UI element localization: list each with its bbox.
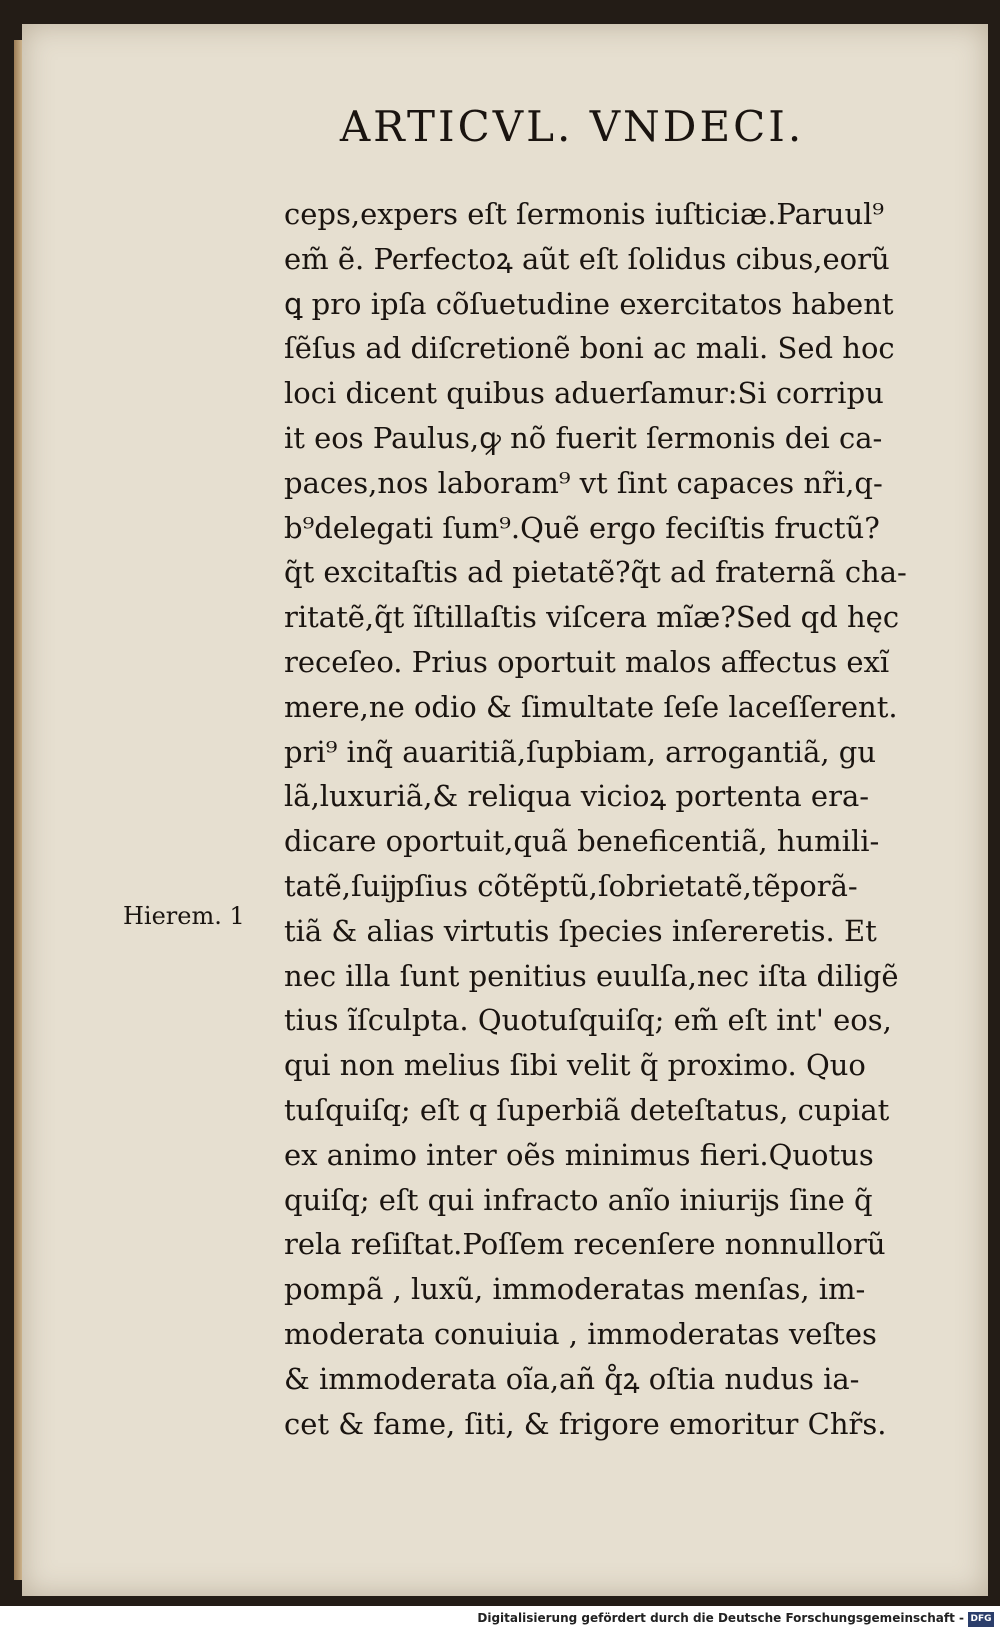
footer-bar	[0, 1606, 1000, 1633]
text-line: lã,luxuriã,& reliqua vicioꝝ portenta era-	[284, 779, 870, 814]
text-line: b⁹delegati ſum⁹.Quẽ ergo feciſtis fructũ?	[284, 510, 880, 545]
text-line: loci dicent quibus aduerſamur:Si corripu	[284, 376, 884, 411]
text-line: ceps,expers eſt ſermonis iuſticiæ.Paruul⁹	[284, 197, 885, 231]
text-line: paces,nos laboram⁹ vt ſint capaces nr̃i,q-	[284, 465, 883, 500]
text-line: mere,ne odio & ſimultate ſeſe laceſſerent.	[284, 689, 898, 724]
text-line: quiſq; eſt qui infracto anĩo iniurĳs ſine q̃	[284, 1182, 873, 1217]
dfg-logo: DFG	[968, 1612, 994, 1627]
text-line: moderata conuiuia , immoderatas veſtes	[284, 1316, 877, 1351]
text-line: qui non melius ſibi velit q̃ proximo. Quo	[284, 1048, 866, 1083]
text-line: cet & fame, ſiti, & frigore emoritur Chr̃s.	[284, 1406, 887, 1441]
text-line: it eos Paulus,ꝙ nõ fuerit ſermonis dei ca-	[284, 420, 883, 455]
text-line: ꝗ pro ipſa cõſuetudine exercitatos habent	[284, 286, 894, 321]
text-line: ſẽſus ad diſcretionẽ boni ac mali. Sed hoc	[284, 331, 895, 366]
text-line: ritatẽ,q̃t ĩſtillaſtis viſcera mĩæ?Sed qd hęc	[284, 600, 900, 635]
text-line: receſeo. Prius oportuit malos affectus exĩ	[284, 644, 890, 679]
text-line: tius ĩſculpta. Quotuſquiſq; em̃ eſt int' eos,	[284, 1003, 892, 1038]
text-line: dicare oportuit,quã beneficentiã, humili-	[284, 824, 880, 859]
marginal-note: Hierem. 1	[123, 902, 245, 930]
text-line: em̃ ẽ. Perfectoꝝ aũt eſt ſolidus cibus,eorũ	[284, 241, 890, 276]
text-line: ex animo inter oẽs minimus fieri.Quotus	[284, 1137, 874, 1172]
text-line: pompã , luxũ, immoderatas menſas, im-	[284, 1272, 866, 1307]
text-block	[284, 192, 964, 1446]
text-line: tuſquiſq; eſt q ſuperbiã deteſtatus, cupiat	[284, 1092, 890, 1127]
credit-text: Digitalisierung gefördert durch die Deutsche Forschungsgemeinschaft -	[477, 1611, 964, 1625]
text-line: pri⁹ inq̃ auaritiã,ſupbiam, arrogantiã, gu	[284, 734, 877, 769]
text-line: nec illa ſunt penitius euulſa,nec iſta diligẽ	[284, 958, 899, 993]
running-header: ARTICVL. VNDECI.	[339, 102, 805, 151]
text-line: rela reſiſtat.Poſſem recenſere nonnullorũ	[284, 1227, 886, 1262]
text-line: tiã & alias virtutis ſpecies inſereretis. Et	[284, 913, 877, 948]
book-page	[22, 24, 988, 1596]
text-line: & immoderata oĩa,añ q̊ꝝ oſtia nudus ia-	[284, 1361, 860, 1396]
text-line: q̃t excitaſtis ad pietatẽ?q̃t ad fraternã cha-	[284, 555, 907, 590]
text-line: tatẽ,ſuĳpſius cõtẽptũ,ſobrietatẽ,tẽporã-	[284, 868, 858, 903]
